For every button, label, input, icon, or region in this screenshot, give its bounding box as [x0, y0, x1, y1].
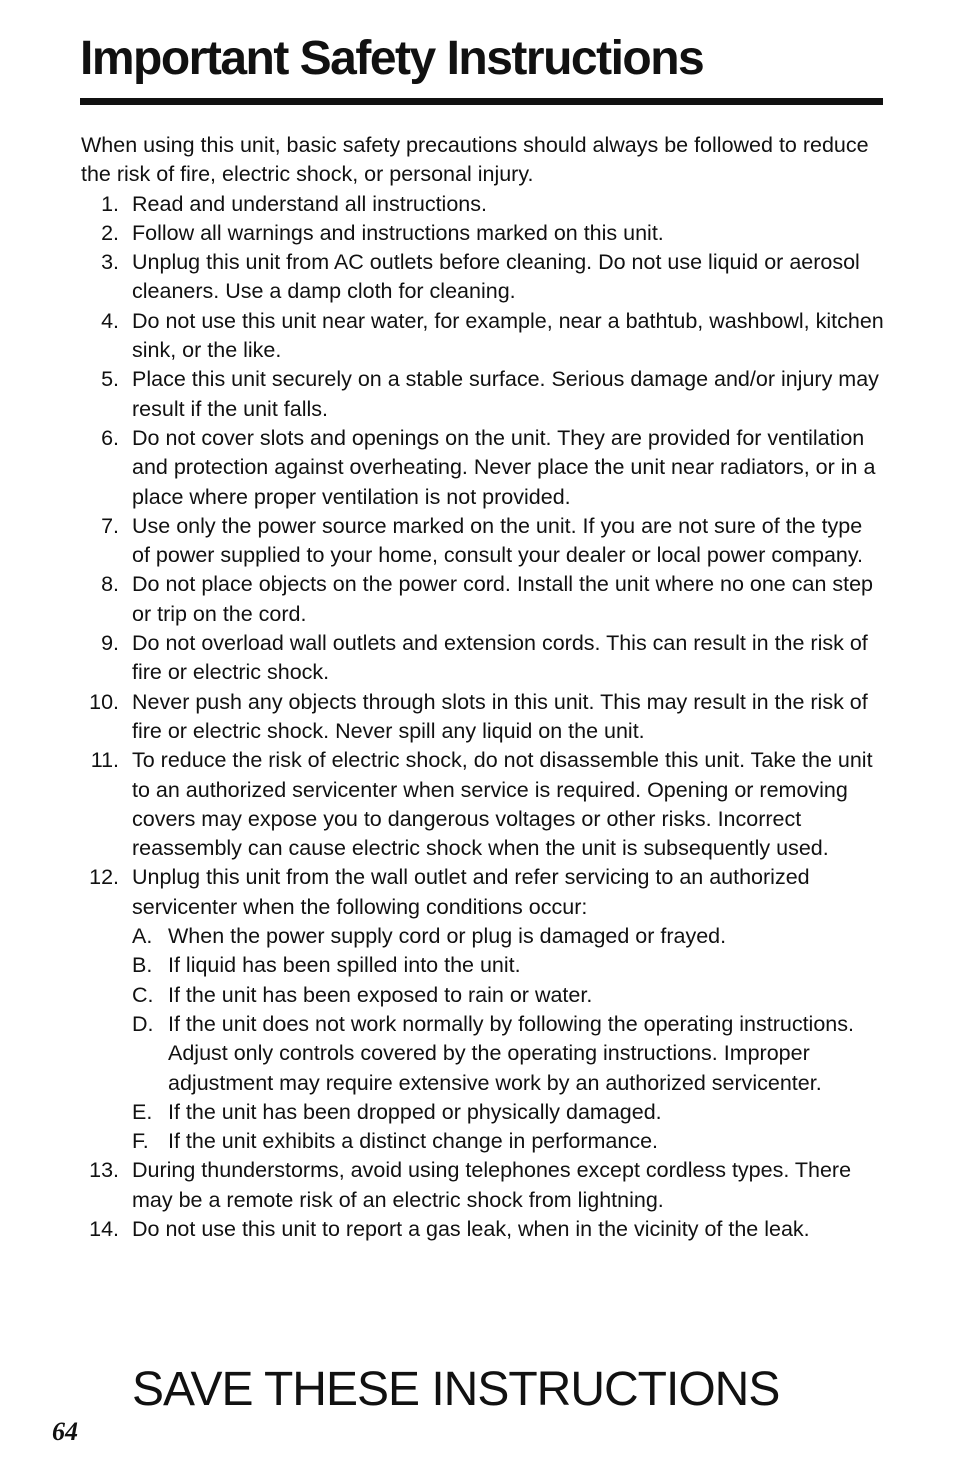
item-number: 5. — [101, 367, 119, 392]
item-text: Use only the power source marked on the unit. If you are not sure of the type of power supplied to your home, consult your dealer or local power company. — [132, 513, 863, 568]
sub-item-text: If the unit has been exposed to rain or water. — [168, 982, 593, 1007]
sub-item-letter: D. — [132, 1011, 154, 1036]
sub-item-text: When the power supply cord or plug is damaged or frayed. — [168, 924, 727, 949]
list-item — [81, 307, 886, 366]
sub-item — [132, 951, 886, 980]
sub-item-letter: A. — [132, 924, 153, 949]
item-text: Never push any objects through slots in this unit. This may result in the risk of fire or electric shock. Never spill any liquid on the unit. — [132, 689, 868, 743]
item-text: During thunderstorms, avoid using telephones except cordless types. There may be a remote risk of an electric shock from lightning. — [132, 1158, 852, 1212]
sub-item-letter: E. — [132, 1099, 153, 1124]
item-text: Do not overload wall outlets and extension cords. This can result in the risk of fire or electric shock. — [132, 631, 868, 685]
item-text: Unplug this unit from AC outlets before cleaning. Do not use liquid or aerosol cleaners. Use a damp cloth for cleaning. — [132, 250, 860, 304]
sub-item — [132, 1127, 886, 1156]
page-title: Important Safety Instructions — [80, 32, 704, 85]
item-number: 6. — [101, 425, 119, 450]
item-text: Do not place objects on the power cord. Install the unit where no one can step or trip on the cord. — [132, 572, 874, 626]
page-number: 64 — [52, 1417, 78, 1446]
list-item — [81, 688, 886, 747]
sub-item-text: If the unit does not work normally by following the operating instructions. Adjust only controls covered by the operating instructions. Improper adjustment may require extensive work by an authorized servicenter. — [168, 1011, 854, 1095]
item-number: 10. — [89, 689, 119, 714]
item-text: Place this unit securely on a stable surface. Serious damage and/or injury may result if the unit falls. — [132, 367, 879, 421]
list-item — [81, 629, 886, 688]
condition-list — [132, 922, 886, 1156]
item-number: 3. — [101, 250, 119, 275]
item-text: Do not use this unit near water, for example, near a bathtub, washbowl, kitchen sink, or the like. — [132, 308, 884, 363]
item-text: Follow all warnings and instructions marked on this unit. — [132, 220, 664, 245]
sub-item-letter: F. — [132, 1129, 149, 1154]
list-item — [81, 1215, 886, 1244]
item-text: Do not use this unit to report a gas leak, when in the vicinity of the leak. — [132, 1216, 810, 1241]
sub-item-text: If the unit exhibits a distinct change in performance. — [168, 1129, 658, 1154]
item-number: 8. — [101, 572, 119, 597]
item-number: 2. — [101, 220, 119, 245]
save-instructions-heading: SAVE THESE INSTRUCTIONS — [132, 1363, 780, 1416]
item-number: 13. — [89, 1158, 119, 1183]
item-text: Unplug this unit from the wall outlet and refer servicing to an authorized servicenter when the following conditions occur: — [132, 865, 810, 919]
sub-item — [132, 981, 886, 1010]
list-item — [81, 424, 886, 512]
instructions-body — [81, 131, 886, 1244]
item-number: 14. — [89, 1216, 119, 1241]
sub-item — [132, 1098, 886, 1127]
safety-list — [81, 190, 886, 1245]
item-text: Read and understand all instructions. — [132, 191, 487, 216]
item-number: 7. — [101, 513, 119, 538]
list-item — [81, 1156, 886, 1215]
list-item — [81, 365, 886, 424]
list-item — [81, 248, 886, 307]
list-item — [81, 219, 886, 248]
item-number: 12. — [89, 865, 119, 890]
list-item — [81, 512, 886, 571]
sub-item — [132, 1010, 886, 1098]
sub-item-letter: C. — [132, 982, 154, 1007]
item-number: 1. — [101, 191, 119, 216]
sub-item-text: If the unit has been dropped or physically damaged. — [168, 1099, 662, 1124]
item-number: 9. — [101, 631, 119, 656]
sub-item — [132, 922, 886, 951]
list-item — [81, 190, 886, 219]
item-text: Do not cover slots and openings on the unit. They are provided for ventilation and protection against overheating. Never place the unit near radiators, or in a place where proper ventilation is not provided. — [132, 425, 876, 509]
title-rule — [80, 98, 883, 105]
item-number: 4. — [101, 308, 119, 333]
item-number: 11. — [90, 748, 119, 773]
list-item — [81, 863, 886, 1156]
intro-paragraph: When using this unit, basic safety precautions should always be followed to reduce the risk of fire, electric shock, or personal injury. — [81, 133, 869, 187]
list-item — [81, 570, 886, 629]
item-text: To reduce the risk of electric shock, do not disassemble this unit. Take the unit to an authorized servicenter when service is required. Opening or removing covers may expose you to dangerous voltages or other risks. Incorrect reassembly can cause electric shock when the unit is subsequently used. — [132, 748, 873, 861]
list-item — [81, 746, 886, 863]
sub-item-letter: B. — [132, 953, 153, 978]
sub-item-text: If liquid has been spilled into the unit. — [168, 953, 521, 978]
